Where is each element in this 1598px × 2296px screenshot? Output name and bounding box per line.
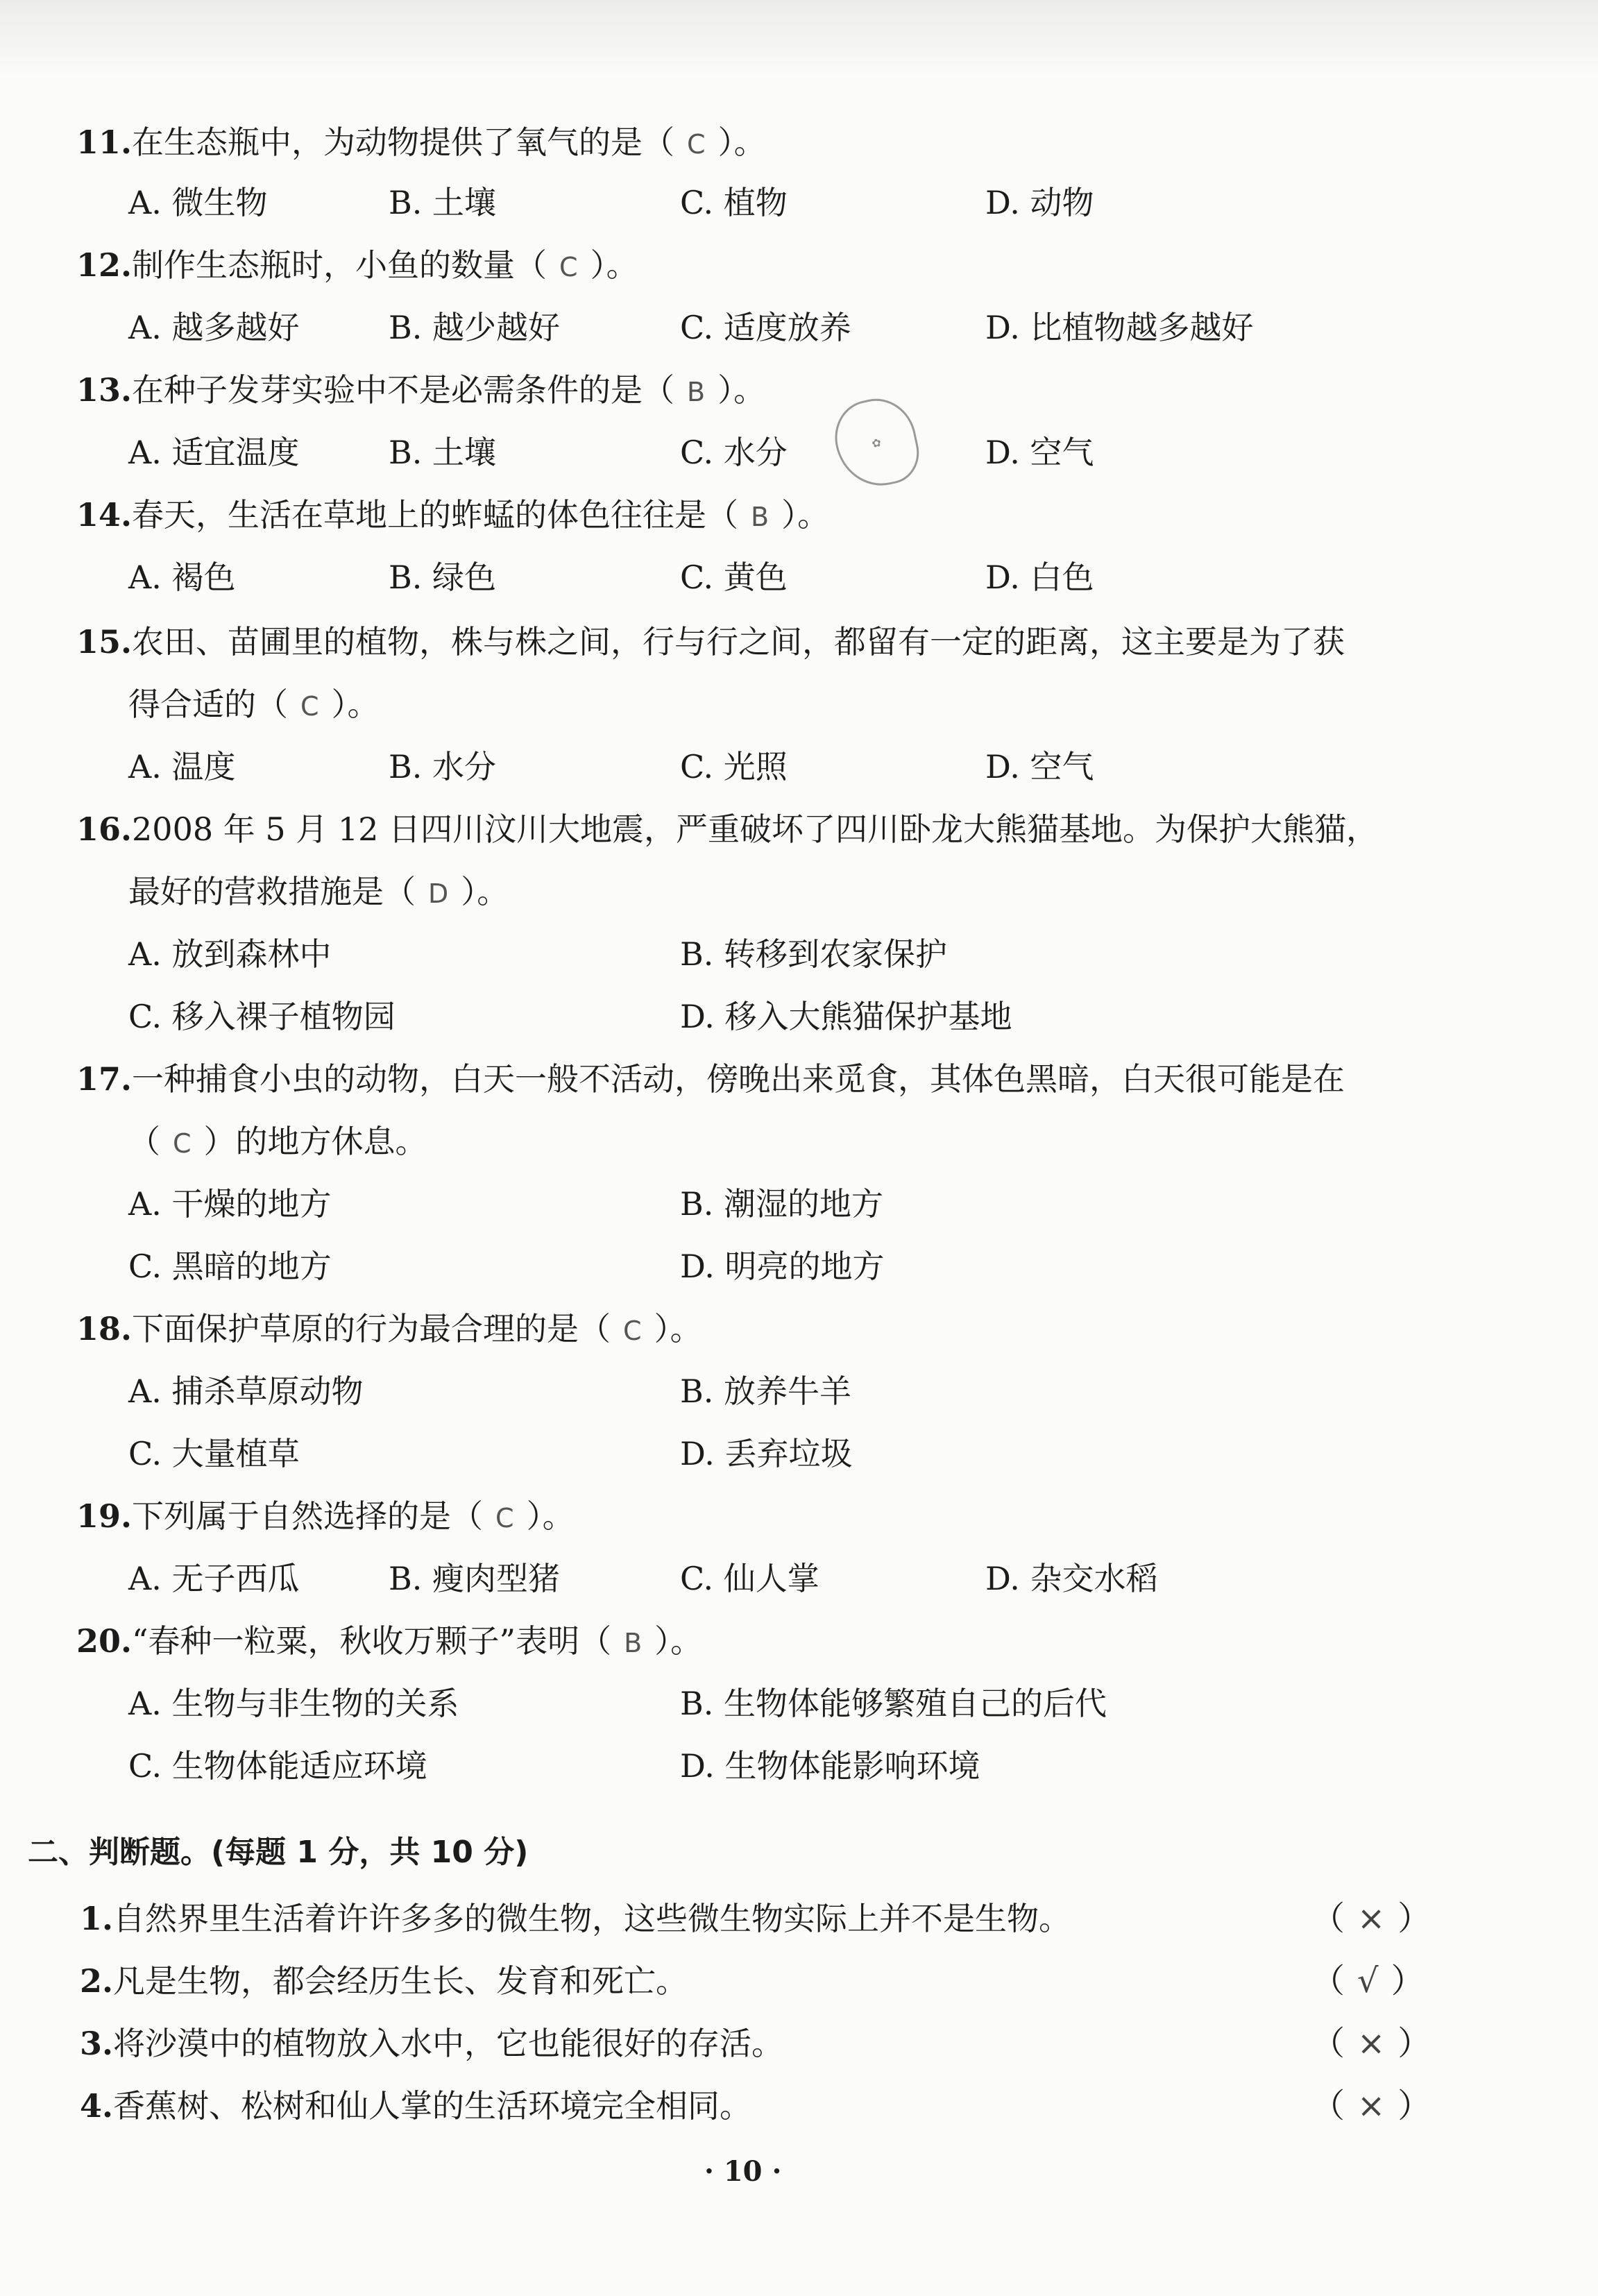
item-text: 凡是生物，都会经历生长、发育和死亡。 xyxy=(113,1962,688,2000)
question-number: 12. xyxy=(76,246,133,284)
question-text-end: ）。 xyxy=(331,686,380,723)
option-d: D. 动物 xyxy=(985,184,1094,221)
option-b: B. 潮湿的地方 xyxy=(680,1185,884,1223)
answer-mark: D xyxy=(428,878,449,909)
page-number: · 10 · xyxy=(704,2155,782,2188)
question-11 xyxy=(76,121,766,165)
judge-answer-2: （ √ ） xyxy=(1311,1962,1425,2000)
option-a: A. 适宜温度 xyxy=(128,434,300,471)
answer-mark: C xyxy=(173,1128,192,1159)
item-text: 将沙漠中的植物放入水中，它也能很好的存活。 xyxy=(113,2025,784,2062)
option-a: A. 越多越好 xyxy=(128,309,300,346)
option-a: A. 微生物 xyxy=(128,184,268,221)
scan-top-shade xyxy=(0,0,1598,76)
option-b: B. 绿色 xyxy=(389,559,497,596)
question-text-end: ）。 xyxy=(590,246,638,284)
option-b: B. 放养牛羊 xyxy=(680,1372,852,1410)
question-text: 在种子发芽实验中不是必需条件的是（ xyxy=(132,371,675,409)
judge-answer-4: （ × ） xyxy=(1311,2086,1431,2125)
question-17 xyxy=(76,1058,1345,1100)
question-text: 在生态瓶中，为动物提供了氧气的是（ xyxy=(132,124,675,161)
option-a: A. 干燥的地方 xyxy=(128,1185,332,1223)
answer-mark: B xyxy=(624,1628,643,1658)
option-c: C. 大量植草 xyxy=(128,1435,300,1472)
question-20 xyxy=(76,1620,702,1664)
option-c: C. 黄色 xyxy=(680,559,788,596)
item-number: 3. xyxy=(80,2025,114,2062)
question-text-end: ）的地方休息。 xyxy=(203,1123,427,1160)
question-text: 春天，生活在草地上的蚱蜢的体色往往是（ xyxy=(132,496,739,534)
answer-mark: × xyxy=(1357,2024,1386,2063)
question-text: 一种捕食小虫的动物，白天一般不活动，傍晚出来觅食，其体色黑暗，白天很可能是在 xyxy=(132,1060,1345,1098)
answer-mark: B xyxy=(751,502,770,532)
answer-mark: C xyxy=(559,252,578,282)
answer-mark: C xyxy=(687,129,706,160)
question-16 xyxy=(76,808,1378,850)
question-15 xyxy=(76,621,1345,663)
question-text: 下列属于自然选择的是（ xyxy=(132,1497,484,1535)
judge-item-3 xyxy=(80,2023,783,2064)
question-14 xyxy=(76,494,829,538)
option-c: C. 水分 xyxy=(680,434,788,471)
option-c: C. 植物 xyxy=(680,184,788,221)
question-number: 17. xyxy=(76,1060,133,1098)
question-number: 13. xyxy=(76,371,133,409)
question-text-end: ）。 xyxy=(654,1310,702,1347)
option-c: C. 仙人掌 xyxy=(680,1560,819,1597)
option-d: D. 生物体能影响环境 xyxy=(680,1747,980,1785)
option-c: C. 光照 xyxy=(680,748,788,785)
option-d: D. 空气 xyxy=(985,434,1094,471)
option-c: C. 适度放养 xyxy=(680,309,851,346)
option-b: B. 越少越好 xyxy=(389,309,561,346)
question-text: 最好的营救措施是（ xyxy=(128,873,416,910)
question-text-end: ）。 xyxy=(717,371,766,409)
answer-mark: B xyxy=(687,377,706,407)
item-number: 4. xyxy=(80,2087,114,2125)
option-c: C. 黑暗的地方 xyxy=(128,1248,332,1285)
question-text-end: ）。 xyxy=(461,873,509,910)
judge-answer-3: （ × ） xyxy=(1311,2024,1431,2063)
question-text: 得合适的（ xyxy=(128,686,288,723)
question-13 xyxy=(76,369,765,413)
option-d: D. 空气 xyxy=(985,748,1094,785)
question-15-cont xyxy=(128,683,380,727)
question-text: 2008 年 5 月 12 日四川汶川大地震，严重破坏了四川卧龙大熊猫基地。为保护大熊猫， xyxy=(132,810,1379,848)
question-19 xyxy=(76,1495,575,1539)
question-number: 16. xyxy=(76,810,133,848)
answer-mark: × xyxy=(1357,2086,1386,2125)
item-number: 2. xyxy=(80,1962,114,2000)
option-d: D. 移入大熊猫保护基地 xyxy=(680,998,1012,1035)
question-text-end: ）。 xyxy=(717,124,766,161)
question-text: 制作生态瓶时，小鱼的数量（ xyxy=(132,246,547,284)
option-b: B. 转移到农家保护 xyxy=(680,935,948,973)
judge-answer-1: （ × ） xyxy=(1311,1899,1431,1938)
question-number: 19. xyxy=(76,1497,133,1535)
option-b: B. 瘦肉型猪 xyxy=(389,1560,561,1597)
answer-mark: √ xyxy=(1357,1962,1379,2000)
option-c: C. 生物体能适应环境 xyxy=(128,1747,427,1785)
question-text: （ xyxy=(128,1123,160,1160)
option-d: D. 杂交水稻 xyxy=(985,1560,1158,1597)
question-12 xyxy=(76,244,638,288)
option-d: D. 明亮的地方 xyxy=(680,1248,885,1285)
question-text: 下面保护草原的行为最合理的是（ xyxy=(132,1310,611,1347)
question-text-end: ）。 xyxy=(526,1497,575,1535)
judge-item-2 xyxy=(80,1960,688,2002)
answer-mark: C xyxy=(300,691,319,722)
item-text: 自然界里生活着许许多多的微生物，这些微生物实际上并不是生物。 xyxy=(113,1900,1071,1937)
option-d: D. 白色 xyxy=(985,559,1094,596)
question-number: 20. xyxy=(76,1622,133,1660)
option-b: B. 土壤 xyxy=(389,184,497,221)
question-number: 18. xyxy=(76,1310,133,1347)
judge-item-4 xyxy=(80,2085,751,2127)
question-text: 农田、苗圃里的植物，株与株之间，行与行之间，都留有一定的距离，这主要是为了获 xyxy=(132,623,1345,661)
option-a: A. 捕杀草原动物 xyxy=(128,1372,364,1410)
option-d: D. 比植物越多越好 xyxy=(985,309,1254,346)
option-a: A. 褐色 xyxy=(128,559,236,596)
answer-mark: C xyxy=(623,1316,642,1346)
section-title: 二、判断题。(每题 1 分，共 10 分) xyxy=(28,1835,529,1870)
option-c: C. 移入裸子植物园 xyxy=(128,998,396,1035)
item-number: 1. xyxy=(80,1900,114,1937)
question-text-end: ）。 xyxy=(654,1622,703,1660)
question-16-cont xyxy=(128,871,509,915)
answer-mark: C xyxy=(495,1503,514,1533)
option-a: A. 生物与非生物的关系 xyxy=(128,1685,459,1722)
option-d: D. 丢弃垃圾 xyxy=(680,1435,853,1472)
question-text-end: ）。 xyxy=(781,496,830,534)
option-a: A. 无子西瓜 xyxy=(128,1560,300,1597)
option-b: B. 水分 xyxy=(389,748,497,785)
question-number: 15. xyxy=(76,623,133,661)
option-b: B. 土壤 xyxy=(389,434,497,471)
question-text: “春种一粒粟，秋收万颗子”表明（ xyxy=(132,1622,612,1660)
question-number: 14. xyxy=(76,496,133,534)
question-17-cont xyxy=(128,1121,427,1164)
judge-item-1 xyxy=(80,1898,1071,1939)
seal-stamp: ✿ xyxy=(828,391,925,493)
option-a: A. 温度 xyxy=(128,748,236,785)
option-b: B. 生物体能够繁殖自己的后代 xyxy=(680,1685,1107,1722)
item-text: 香蕉树、松树和仙人掌的生活环境完全相同。 xyxy=(113,2087,752,2125)
question-18 xyxy=(76,1308,702,1352)
question-number: 11. xyxy=(76,124,133,161)
option-a: A. 放到森林中 xyxy=(128,935,332,973)
answer-mark: × xyxy=(1357,1899,1386,1938)
